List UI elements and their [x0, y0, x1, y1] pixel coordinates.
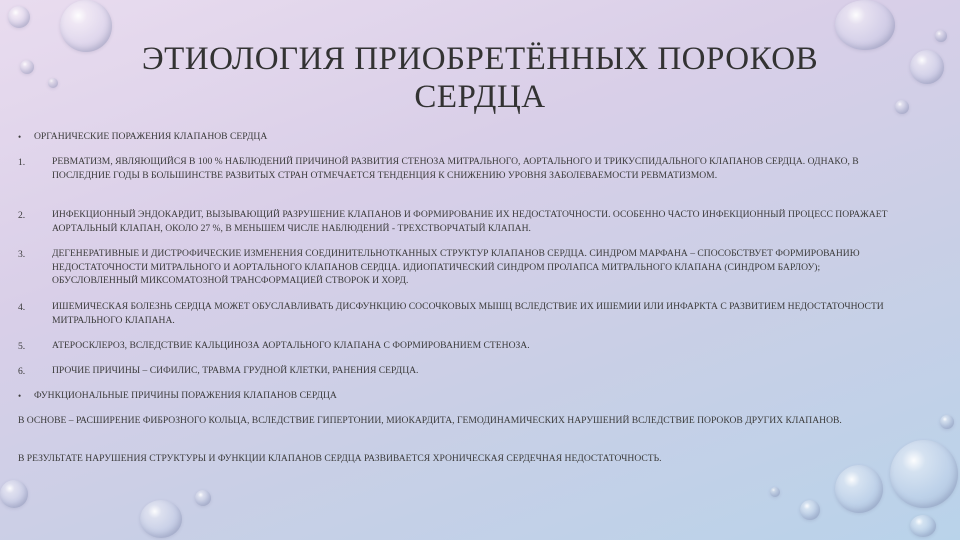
bullet-marker: • [18, 132, 22, 142]
item-number: 1. [18, 157, 26, 168]
list-item-endocarditis: ИНФЕКЦИОННЫЙ ЭНДОКАРДИТ, ВЫЗЫВАЮЩИЙ РАЗРУШЕНИЕ КЛАПАНОВ И ФОРМИРОВАНИЕ ИХ НЕДОСТАТОЧНОСТИ. ОСОБЕННО ЧАСТО ИНФЕКЦИОННЫЙ ПРОЦЕСС ПОРАЖАЕТ АОРТАЛЬНЫЙ КЛАПАН, ОКОЛО 27 %, В МЕНЬШЕМ ЧИСЛЕ НАБЛЮДЕНИЙ - ТРЕХСТВОРЧАТЫЙ КЛАПАН. [52, 209, 888, 234]
item-number: 5. [18, 341, 26, 352]
section-heading-functional: ФУНКЦИОНАЛЬНЫЕ ПРИЧИНЫ ПОРАЖЕНИЯ КЛАПАНОВ СЕРДЦА [34, 390, 337, 401]
slide-title: ЭТИОЛОГИЯ ПРИОБРЕТЁННЫХ ПОРОКОВ СЕРДЦА [141, 41, 819, 115]
list-item-atherosclerosis: АТЕРОСКЛЕРОЗ, ВСЛЕДСТВИЕ КАЛЬЦИНОЗА АОРТАЛЬНОГО КЛАПАНА С ФОРМИРОВАНИЕМ СТЕНОЗА. [52, 340, 530, 351]
paragraph-basis: В ОСНОВЕ – РАСШИРЕНИЕ ФИБРОЗНОГО КОЛЬЦА, ВСЛЕДСТВИЕ ГИПЕРТОНИИ, МИОКАРДИТА, ГЕМОДИНАМИЧЕСКИХ НАРУШЕНИЙ ВСЛЕДСТВИЕ ПОРОКОВ ДРУГИХ КЛАПАНОВ. [18, 415, 842, 426]
item-number: 2. [18, 210, 26, 221]
item-number: 4. [18, 302, 26, 313]
list-item-other-causes: ПРОЧИЕ ПРИЧИНЫ – СИФИЛИС, ТРАВМА ГРУДНОЙ КЛЕТКИ, РАНЕНИЯ СЕРДЦА. [52, 365, 419, 376]
list-item-rheumatism: РЕВМАТИЗМ, ЯВЛЯЮЩИЙСЯ В 100 % НАБЛЮДЕНИЙ ПРИЧИНОЙ РАЗВИТИЯ СТЕНОЗА МИТРАЛЬНОГО, АОРТАЛЬНОГО И ТРИКУСПИДАЛЬНОГО КЛАПАНОВ СЕРДЦА. ОДНАКО, В ПОСЛЕДНИЕ ГОДЫ В БОЛЬШИНСТВЕ РАЗВИТЫХ СТРАН ОТМЕЧАЕТСЯ ТЕНДЕНЦИЯ К СНИЖЕНИЮ УРОВНЯ ЗАБОЛЕВАЕМОСТИ РЕВМАТИЗМОМ. [52, 156, 859, 181]
item-number: 6. [18, 366, 26, 377]
list-item-degenerative: ДЕГЕНЕРАТИВНЫЕ И ДИСТРОФИЧЕСКИЕ ИЗМЕНЕНИЯ СОЕДИНИТЕЛЬНОТКАННЫХ СТРУКТУР КЛАПАНОВ СЕРДЦА. СИНДРОМ МАРФАНА – СПОСОБСТВУЕТ ФОРМИРОВАНИЮ НЕДОСТАТОЧНОСТИ МИТРАЛЬНОГО И АОРТАЛЬНОГО КЛАПАНОВ СЕРДЦА. ИДИОПАТИЧЕСКИЙ СИНДРОМ ПРОЛАПСА МИТРАЛЬНОГО КЛАПАНА (СИНДРОМ БАРЛОУ); ОБУСЛОВЛЕННЫЙ МИКСОМАТОЗНОЙ ТРАНСФОРМАЦИЕЙ СТВОРОК И ХОРД. [52, 248, 860, 286]
paragraph-result: В РЕЗУЛЬТАТЕ НАРУШЕНИЯ СТРУКТУРЫ И ФУНКЦИИ КЛАПАНОВ СЕРДЦА РАЗВИВАЕТСЯ ХРОНИЧЕСКАЯ СЕРДЕЧНАЯ НЕДОСТАТОЧНОСТЬ. [18, 453, 662, 464]
item-number: 3. [18, 249, 26, 260]
section-heading-organic: ОРГАНИЧЕСКИЕ ПОРАЖЕНИЯ КЛАПАНОВ СЕРДЦА [34, 131, 268, 142]
list-item-ischemic: ИШЕМИЧЕСКАЯ БОЛЕЗНЬ СЕРДЦА МОЖЕТ ОБУСЛАВЛИВАТЬ ДИСФУНКЦИЮ СОСОЧКОВЫХ МЫШЦ ВСЛЕДСТВИЕ ИХ ИШЕМИИ ИЛИ ИНФАРКТА С РАЗВИТИЕМ НЕДОСТАТОЧНОСТИ МИТРАЛЬНОГО КЛАПАНА. [52, 301, 884, 326]
bullet-marker: • [18, 391, 22, 401]
